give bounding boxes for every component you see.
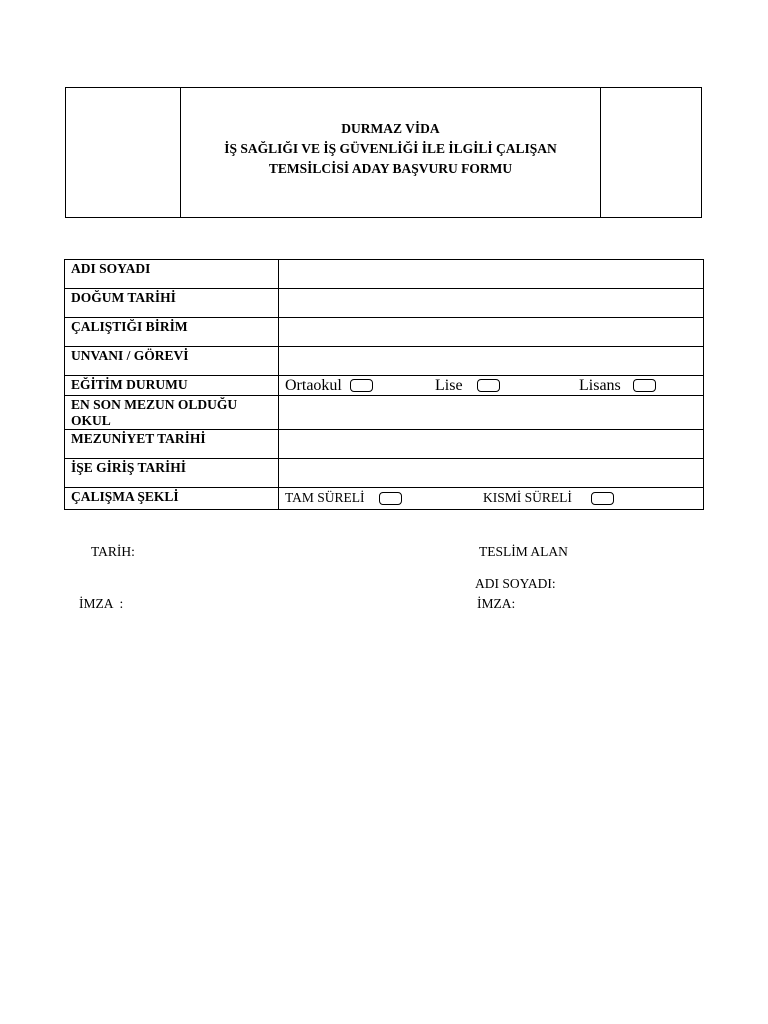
education-option-lise[interactable] bbox=[435, 376, 500, 395]
worktype-options bbox=[279, 488, 704, 510]
form-row-unit bbox=[65, 318, 704, 347]
part-time-checkbox[interactable] bbox=[591, 492, 614, 505]
header-right-cell bbox=[600, 88, 701, 217]
education-option-label: Lisans bbox=[579, 377, 621, 394]
unit-label: ÇALIŞTIĞI BİRİM bbox=[65, 318, 279, 347]
worktype-option-part[interactable] bbox=[483, 488, 614, 507]
form-title-line-2: TEMSİLCİSİ ADAY BAŞVURU FORMU bbox=[268, 160, 513, 176]
name-field[interactable] bbox=[279, 260, 704, 289]
education-label: EĞİTİM DURUMU bbox=[65, 376, 279, 396]
graduation-date-label: MEZUNİYET TARİHİ bbox=[65, 430, 279, 459]
education-option-label: Ortaokul bbox=[285, 377, 342, 394]
form-row-education bbox=[65, 376, 704, 396]
start-date-label: İŞE GİRİŞ TARİHİ bbox=[65, 459, 279, 488]
lise-checkbox[interactable] bbox=[477, 379, 500, 392]
form-row-worktype bbox=[65, 488, 704, 510]
form-row-graduation bbox=[65, 430, 704, 459]
birth-date-label: DOĞUM TARİHİ bbox=[65, 289, 279, 318]
form-row-start bbox=[65, 459, 704, 488]
education-option-label: Lise bbox=[435, 377, 463, 394]
header-left-cell bbox=[66, 88, 181, 217]
full-time-checkbox[interactable] bbox=[379, 492, 402, 505]
title-field[interactable] bbox=[279, 347, 704, 376]
header-title-cell bbox=[181, 88, 600, 217]
education-option-lisans[interactable] bbox=[579, 376, 656, 395]
title-label: UNVANI / GÖREVİ bbox=[65, 347, 279, 376]
worktype-option-full[interactable] bbox=[285, 488, 402, 507]
birth-date-field[interactable] bbox=[279, 289, 704, 318]
form-row-title bbox=[65, 347, 704, 376]
receiver-label: TESLİM ALAN bbox=[479, 544, 568, 559]
ortaokul-checkbox[interactable] bbox=[350, 379, 373, 392]
date-label: TARİH: bbox=[91, 544, 135, 559]
form-row-school bbox=[65, 396, 704, 430]
start-date-field[interactable] bbox=[279, 459, 704, 488]
form-title-line-1: İŞ SAĞLIĞI VE İŞ GÜVENLİĞİ İLE İLGİLİ ÇALIŞAN bbox=[224, 140, 557, 156]
lisans-checkbox[interactable] bbox=[633, 379, 656, 392]
application-form-table bbox=[64, 259, 704, 510]
school-field[interactable] bbox=[279, 396, 704, 430]
form-row-name bbox=[65, 260, 704, 289]
education-options bbox=[279, 376, 704, 396]
name-label: ADI SOYADI bbox=[65, 260, 279, 289]
signature-label: İMZA : bbox=[79, 596, 124, 611]
worktype-label: ÇALIŞMA ŞEKLİ bbox=[65, 488, 279, 510]
company-name: DURMAZ VİDA bbox=[341, 120, 440, 136]
form-row-birth bbox=[65, 289, 704, 318]
education-option-ortaokul[interactable] bbox=[285, 376, 373, 395]
unit-field[interactable] bbox=[279, 318, 704, 347]
receiver-signature-label: İMZA: bbox=[477, 596, 516, 611]
receiver-name-label: ADI SOYADI: bbox=[475, 576, 556, 591]
worktype-option-label: TAM SÜRELİ bbox=[285, 490, 365, 505]
school-label: EN SON MEZUN OLDUĞU OKUL bbox=[65, 396, 279, 430]
worktype-option-label: KISMİ SÜRELİ bbox=[483, 490, 572, 505]
graduation-date-field[interactable] bbox=[279, 430, 704, 459]
form-header bbox=[65, 87, 702, 218]
